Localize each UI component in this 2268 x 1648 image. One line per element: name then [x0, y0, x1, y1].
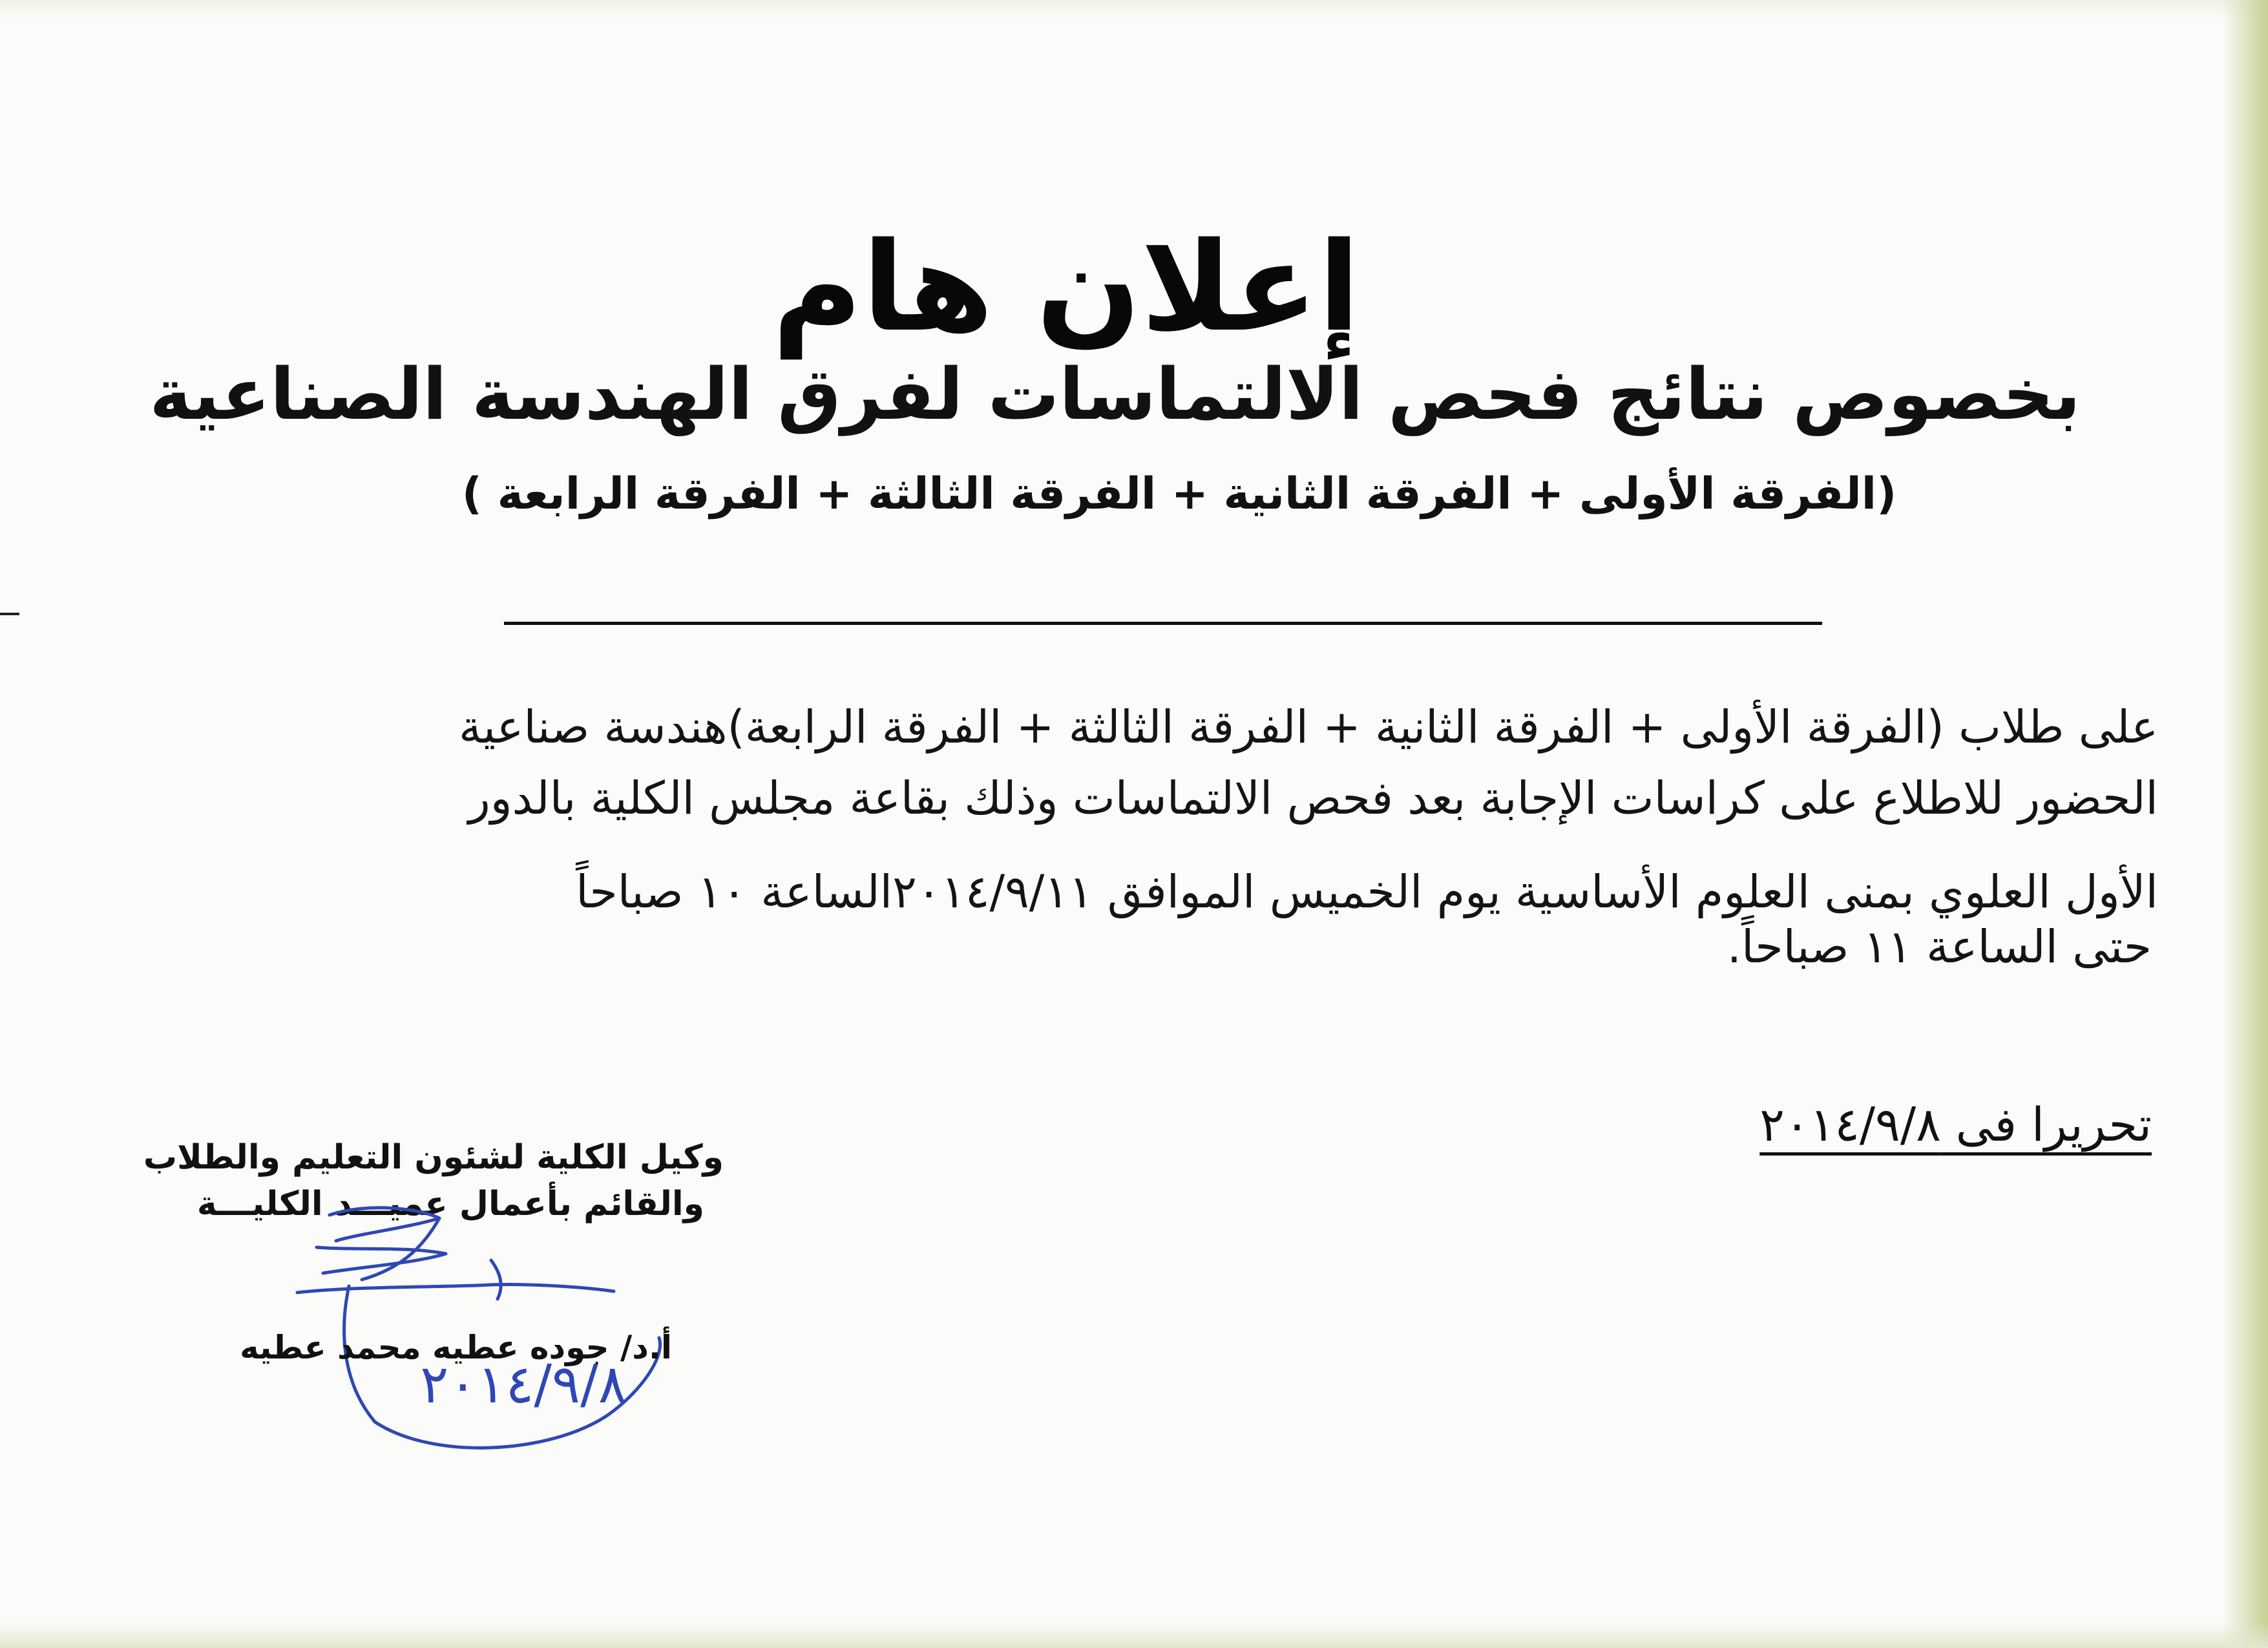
handwritten-date: ٢٠١٤/٩/٨ [420, 1354, 627, 1415]
signatory-title-line-2: والقائم بأعمال عميـــد الكليـــة [196, 1185, 704, 1223]
signature-stroke-5 [491, 1260, 501, 1299]
signature-stroke-2 [317, 1247, 446, 1273]
scan-top-edge [0, 0, 2268, 19]
announcement-subtitle: بخصوص نتائج فحص الالتماسات لفرق الهندسة الصناعية [149, 353, 2081, 436]
scan-bottom-edge [0, 1622, 2268, 1648]
signatory-title-line-1: وكيل الكلية لشئون التعليم والطلاب [143, 1138, 724, 1177]
body-line-2: الحضور للاطلاع على كراسات الإجابة بعد فحص الالتماسات وذلك بقاعة مجلس الكلية بالدور [468, 772, 2158, 825]
margin-mark [0, 613, 19, 615]
scan-right-edge [2223, 0, 2268, 1648]
body-line-1: على طلاب (الفرقة الأولى + الفرقة الثانية + الفرقة الثالثة + الفرقة الرابعة)هندسة صناعية [458, 701, 2158, 754]
signature-stroke-1 [330, 1208, 439, 1241]
issue-date: تحريرا فى ٢٠١٤/٩/٨ [1759, 1097, 2152, 1152]
announcement-groups: (الفرقة الأولى + الفرقة الثانية + الفرقة الثالثة + الفرقة الرابعة ) [461, 469, 1897, 520]
announcement-title: إعلان هام [772, 216, 1360, 359]
body-line-3: الأول العلوي بمنى العلوم الأساسية يوم الخميس الموافق ٢٠١٤/٩/١١الساعة ١٠ صباحاً [576, 865, 2158, 918]
title-divider [504, 622, 1822, 625]
body-line-4: حتى الساعة ١١ صباحاً. [1727, 920, 2152, 973]
signature-stroke-4 [297, 1284, 614, 1293]
signatory-name: أ.د/ جوده عطيه محمد عطيه [240, 1329, 672, 1366]
